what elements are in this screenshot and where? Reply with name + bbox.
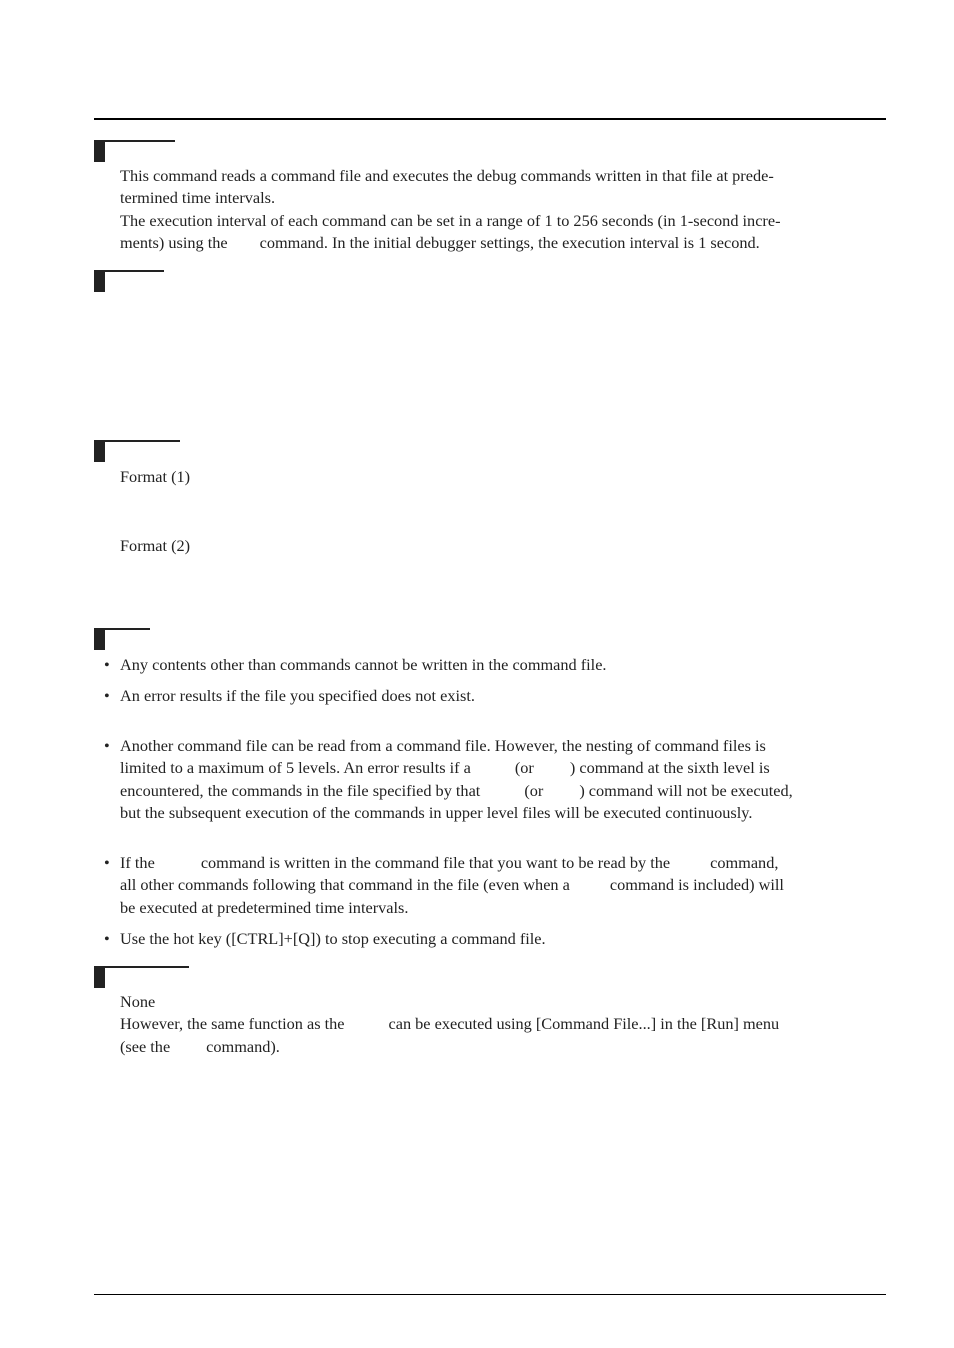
gui-text: None However, the same function as the can be executed using [Command File...] in the [Run] menu (see the command). xyxy=(120,992,780,1056)
note-item: • An error results if the file you specified does not exist. xyxy=(104,686,475,705)
description-text: This command reads a command file and executes the debug commands written in that file at prede- termined time intervals. The execution interval of each command can be set in a range of 1 to 256 seconds (in 1-second incre- ments) using the command. In the initial debugger settings, the execution interval is 1 second. xyxy=(120,166,781,252)
note-item: • If the command is written in the command file that you want to be read by the command, all other commands following that command in the file (even when a command is included) will be executed at predetermined time intervals. xyxy=(104,853,784,917)
note-item: • Use the hot key ([CTRL]+[Q]) to stop executing a command file. xyxy=(104,929,546,948)
header-rule xyxy=(94,118,886,120)
note-item: • Any contents other than commands cannot be written in the command file. xyxy=(104,655,607,674)
note-item: • Another command file can be read from a command file. However, the nesting of command files is limited to a maximum of 5 levels. An error results if a (or ) command at the sixth level is encountered, the commands in the file specified by that (or ) command will not be executed, but the subsequent execution of the commands in upper level files will be executed continuously. xyxy=(104,736,793,822)
format-2-label: Format (2) xyxy=(120,536,191,555)
footer-rule xyxy=(94,1294,886,1295)
format-1-label: Format (1) xyxy=(120,467,191,486)
